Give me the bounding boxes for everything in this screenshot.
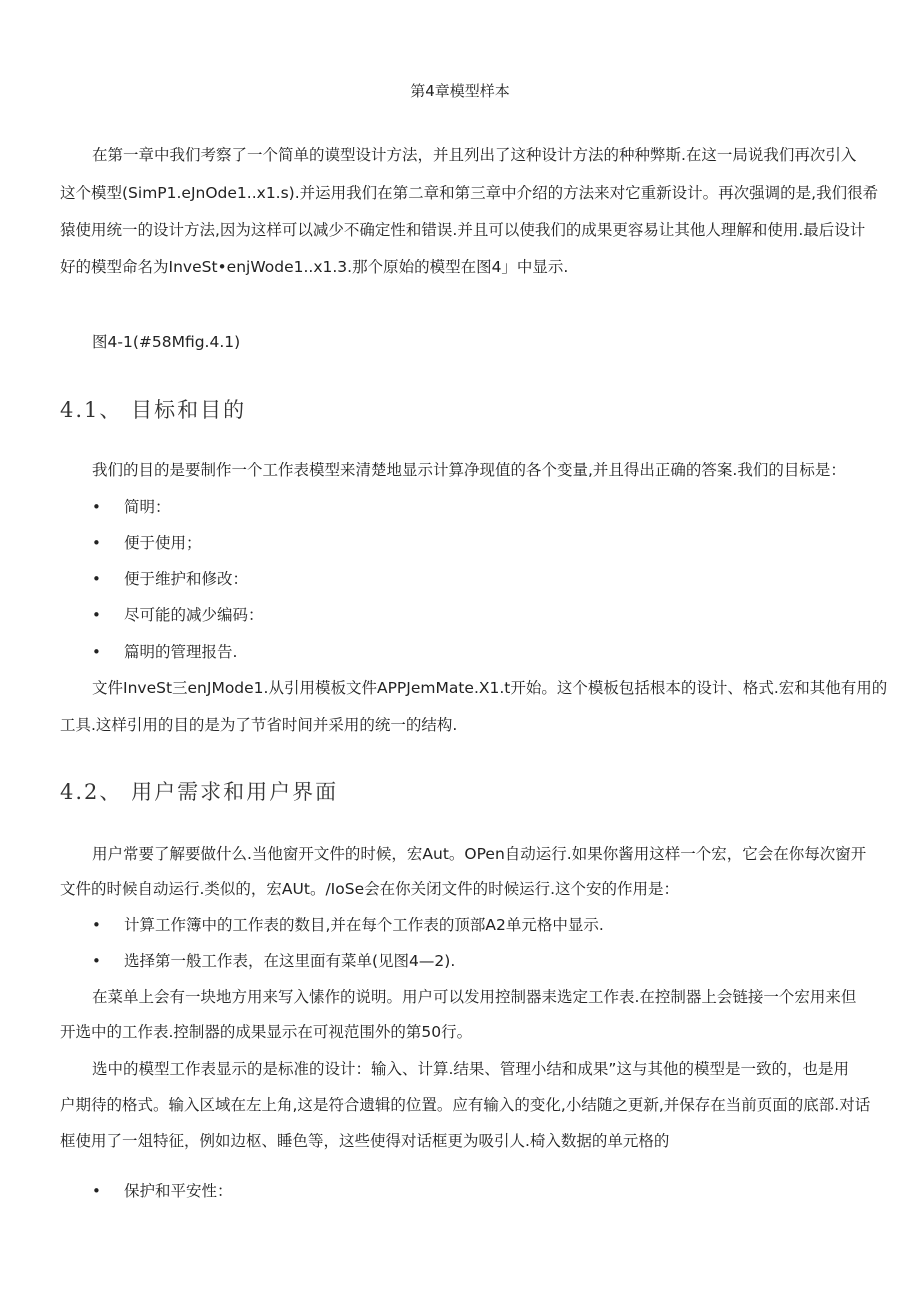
bullet-icon: • — [92, 952, 101, 970]
section2-para2-line-1: 在菜单上会有一块地方用来写入愫作的说明。用户可以发用控制器耒选定工作表.在控制器上会链接一个宏用来但 — [92, 988, 857, 1006]
bullet-icon: • — [92, 606, 101, 624]
bullet-icon: • — [92, 1182, 101, 1200]
section2-bullet-2: 选择第一般工作表，在这里面有菜单(见图4—2). — [124, 952, 456, 970]
section2-para3-line-1: 选中的模型工作表显示的是标准的设计：输入、计算.结果、管理小结和成果”这与其他的模型是一致的，也是用 — [92, 1060, 849, 1078]
bullet-icon: • — [92, 916, 101, 934]
section-heading-4-2: 4.2、 用户需求和用户界面 — [60, 780, 339, 804]
section1-bullet-3: 便于维护和修改： — [124, 570, 249, 588]
bullet-icon: • — [92, 534, 101, 552]
section1-para-line-2: 工具.这样引用的目的是为了节省时间并采用的统一的结构. — [60, 716, 458, 734]
figure-caption: 图4-1(#58Mfig.4.1) — [92, 333, 241, 351]
bullet-icon: • — [92, 498, 101, 516]
bullet-icon: • — [92, 643, 101, 661]
section1-bullet-4: 尽可能的减少编码： — [124, 606, 264, 624]
intro-line-2: 这个模型(SimP1.eJnOde1..x1.s).并运用我们在第二章和第三章中介绍的方法来对它重新设计。再次强调的是,我们很希 — [60, 184, 879, 202]
section2-para2-line-2: 开选中的工作表.控制器的成果显示在可视范围外的第50行。 — [60, 1023, 473, 1041]
section1-lead: 我们的目的是要制作一个工作表模型来清楚地显示计算净现值的各个变量,并且得出正确的答案.我们的目标是： — [92, 461, 846, 479]
bullet-icon: • — [92, 570, 101, 588]
section2-para3-line-2: 户期待的格式。输入区域在左上角,这是符合遗辑的位置。应有输入的变化,小结随之更新,并保存在当前页面的底部.对话 — [60, 1096, 871, 1114]
section1-bullet-5: 篇明的管理报告. — [124, 643, 238, 661]
intro-line-1: 在第一章中我们考察了一个简单的谟型设计方法，并且列出了这种设计方法的种种弊斯.在这一局说我们再次引入 — [92, 146, 857, 164]
intro-line-4: 好的模型命名为InveSt•enjWode1..x1.3.那个原始的模型在图4」中显示. — [60, 258, 569, 276]
section2-para3-line-3: 框使用了一俎特征，例如边枢、睡色等，这些使得对话框更为吸引人.椅入数据的单元格的 — [60, 1132, 670, 1150]
chapter-title: 第4章模型样本 — [410, 82, 510, 100]
section2-para1-line-1: 用户常要了解要做什么.当他窗开文件的时候，宏Aut。OPen自动运行.如果你酱用这样一个宏，它会在你每次窗开 — [92, 845, 867, 863]
section-heading-4-1: 4.1、 目标和目的 — [60, 398, 247, 422]
section2-para1-line-2: 文件的时候自动运行.类似的，宏AUt。/IoSe会在你关闭文件的时候运行.这个安的作用是： — [60, 880, 680, 898]
section1-bullet-1: 简明： — [124, 498, 171, 516]
intro-line-3: 猿使用统一的设计方法,因为这样可以减少不确定性和错误.并且可以使我们的成果更容易让其他人理解和使用.最后设计 — [60, 221, 866, 239]
section1-bullet-2: 便于使用； — [124, 534, 202, 552]
section2-last-bullet: 保护和平安性： — [124, 1182, 233, 1200]
section2-bullet-1: 计算工作簿中的工作表的数目,并在每个工作表的顶部A2单元格中显示. — [124, 916, 604, 934]
section1-para-line-1: 文件InveSt三enJMode1.从引用模板文件APPJemMate.X1.t开始。这个模板包括根本的设计、格式.宏和其他有用的 — [92, 679, 888, 697]
